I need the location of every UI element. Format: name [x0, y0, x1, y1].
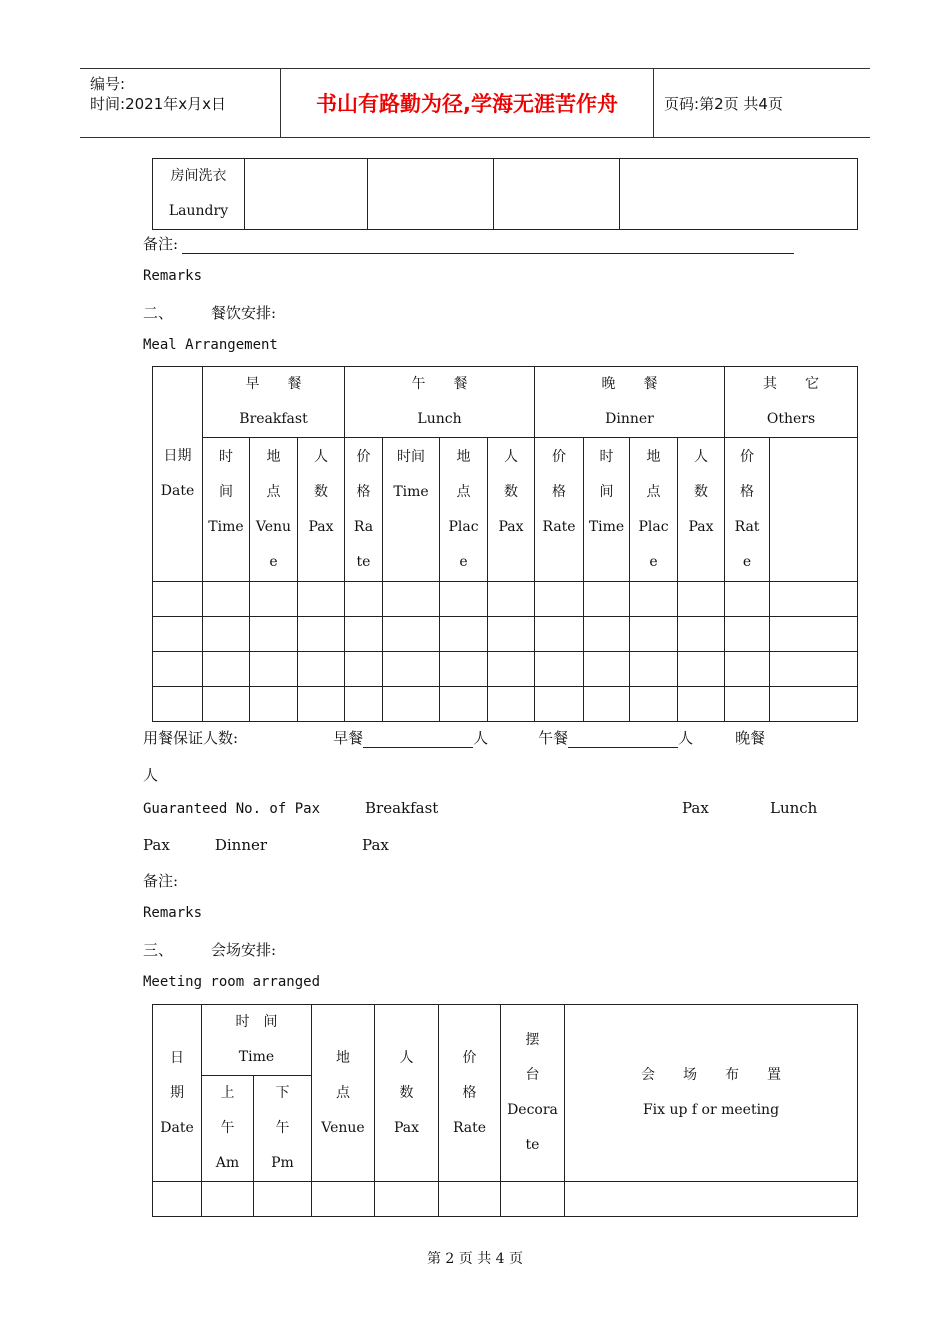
meeting-decorate-header: 摆 台 Decora te: [501, 1005, 565, 1182]
section3-heading: 会场安排:: [211, 941, 277, 959]
breakfast-en-label: Breakfast: [365, 799, 439, 817]
meal-date-cn: 日期: [163, 448, 192, 464]
guarantee-cn-line: 用餐保证人数: 早餐 人 午餐 人 晚餐: [143, 729, 766, 747]
dinner-en: Dinner: [605, 411, 654, 427]
section2-title-en: Meal Arrangement: [143, 337, 278, 353]
meeting-rate-header: 价 格 Rate: [439, 1005, 501, 1182]
remarks1-line: [143, 233, 794, 254]
guarantee-cn-label: 用餐保证人数:: [143, 729, 239, 747]
lunch-cn-label: 午餐: [538, 729, 569, 747]
dinner-place-header: 地 点 Plac e: [630, 438, 678, 582]
remarks1-underline[interactable]: [182, 239, 794, 254]
lunch-pax-label: Pax: [143, 836, 170, 854]
meal-cell[interactable]: [153, 687, 203, 722]
page-label: 页码:: [664, 94, 700, 113]
others-cn: 其 它: [763, 376, 820, 392]
others-extra-header: [770, 438, 858, 582]
remarks2-cn: 备注:: [143, 872, 179, 890]
time-label: 时间:: [90, 95, 126, 113]
lunch-en: Lunch: [417, 411, 462, 427]
remarks2-en: Remarks: [143, 905, 203, 921]
breakfast-pax-header: 人 数 Pax: [298, 438, 345, 582]
breakfast-rate-header: 价 格 Ra te: [345, 438, 383, 582]
lunch-guarantee-input[interactable]: [568, 733, 678, 748]
breakfast-guarantee-input[interactable]: [363, 733, 473, 748]
laundry-label-en: Laundry: [168, 203, 229, 219]
laundry-table: [152, 158, 858, 230]
meeting-venue-header: 地 点 Venue: [312, 1005, 375, 1182]
others-header: [725, 367, 858, 438]
meeting-fixup-header: 会 场 布 置 Fix up f or meeting: [565, 1005, 858, 1182]
time-value: 2021年x月x日: [125, 95, 226, 113]
breakfast-cn: 早 餐: [245, 376, 302, 392]
lunch-time-header: 时间 Time: [383, 438, 440, 582]
lunch-rate-header: 价 格 Rate: [535, 438, 584, 582]
breakfast-time-header: 时 间 Time: [203, 438, 250, 582]
breakfast-cn-label: 早餐: [333, 729, 364, 747]
lunch-cn: 午 餐: [411, 376, 468, 392]
motto: 书山有路勤为径,学海无涯苦作舟: [281, 69, 654, 137]
meeting-pm-header: 下 午 Pm: [254, 1076, 312, 1182]
meeting-table: [152, 1004, 858, 1217]
dinner-cn: 晚 餐: [601, 376, 658, 392]
laundry-cell[interactable]: [245, 159, 368, 230]
breakfast-header: [203, 367, 345, 438]
dinner-pax-header: 人 数 Pax: [678, 438, 725, 582]
dinner-cn-label: 晚餐: [735, 729, 766, 747]
meeting-pax-header: 人 数 Pax: [375, 1005, 439, 1182]
section2-heading: 餐饮安排:: [211, 304, 277, 322]
meal-cell[interactable]: [153, 582, 203, 617]
page-indicator: [654, 69, 870, 137]
section2-number: 二、: [143, 304, 174, 322]
dinner-en-label: Dinner: [214, 836, 268, 854]
meeting-time-header: 时 间 Time: [202, 1005, 312, 1076]
laundry-cell[interactable]: [368, 159, 494, 230]
dinner-header: [535, 367, 725, 438]
meal-date-header: [153, 367, 203, 582]
section3-title: [143, 939, 276, 960]
page-header: [80, 68, 870, 138]
dinner-pax-label: Pax: [362, 836, 389, 854]
laundry-label-cn: 房间洗衣: [170, 168, 227, 184]
dinner-time-header: 时 间 Time: [584, 438, 630, 582]
laundry-cell[interactable]: [494, 159, 620, 230]
meeting-cell[interactable]: [153, 1182, 202, 1217]
guarantee-person: 人: [143, 766, 159, 784]
guarantee-en-label: Guaranteed No. of Pax: [143, 801, 321, 817]
meal-cell[interactable]: [153, 617, 203, 652]
meeting-am-header: 上 午 Am: [202, 1076, 254, 1182]
lunch-en-label: Lunch: [770, 799, 818, 817]
page-value: 第2页 共4页: [699, 94, 783, 113]
guarantee-en-line: [143, 799, 438, 817]
meal-cell[interactable]: [153, 652, 203, 687]
dinner-rate-header: 价 格 Rat e: [725, 438, 770, 582]
laundry-cell[interactable]: [620, 159, 858, 230]
lunch-place-header: 地 点 Plac e: [440, 438, 488, 582]
header-meta: [80, 69, 281, 137]
page-footer: 第 2 页 共 4 页: [426, 1251, 524, 1267]
breakfast-pax-label: Pax: [682, 799, 709, 817]
breakfast-en: Breakfast: [239, 411, 308, 427]
section2-title: [143, 302, 276, 323]
laundry-label: [153, 159, 245, 230]
guarantee-en-line2: [143, 836, 389, 854]
remarks1-cn: 备注:: [143, 235, 179, 253]
remarks1-en: Remarks: [143, 268, 203, 284]
lunch-pax-header: 人 数 Pax: [488, 438, 535, 582]
section3-number: 三、: [143, 941, 174, 959]
meal-date-en: Date: [160, 483, 195, 499]
section3-title-en: Meeting room arranged: [143, 974, 321, 990]
meal-table: [152, 366, 858, 722]
breakfast-venue-header: 地 点 Venu e: [250, 438, 298, 582]
lunch-header: [345, 367, 535, 438]
others-en: Others: [766, 411, 816, 427]
meeting-date-header: 日 期 Date: [153, 1005, 202, 1182]
serial-label: 编号:: [90, 75, 126, 93]
